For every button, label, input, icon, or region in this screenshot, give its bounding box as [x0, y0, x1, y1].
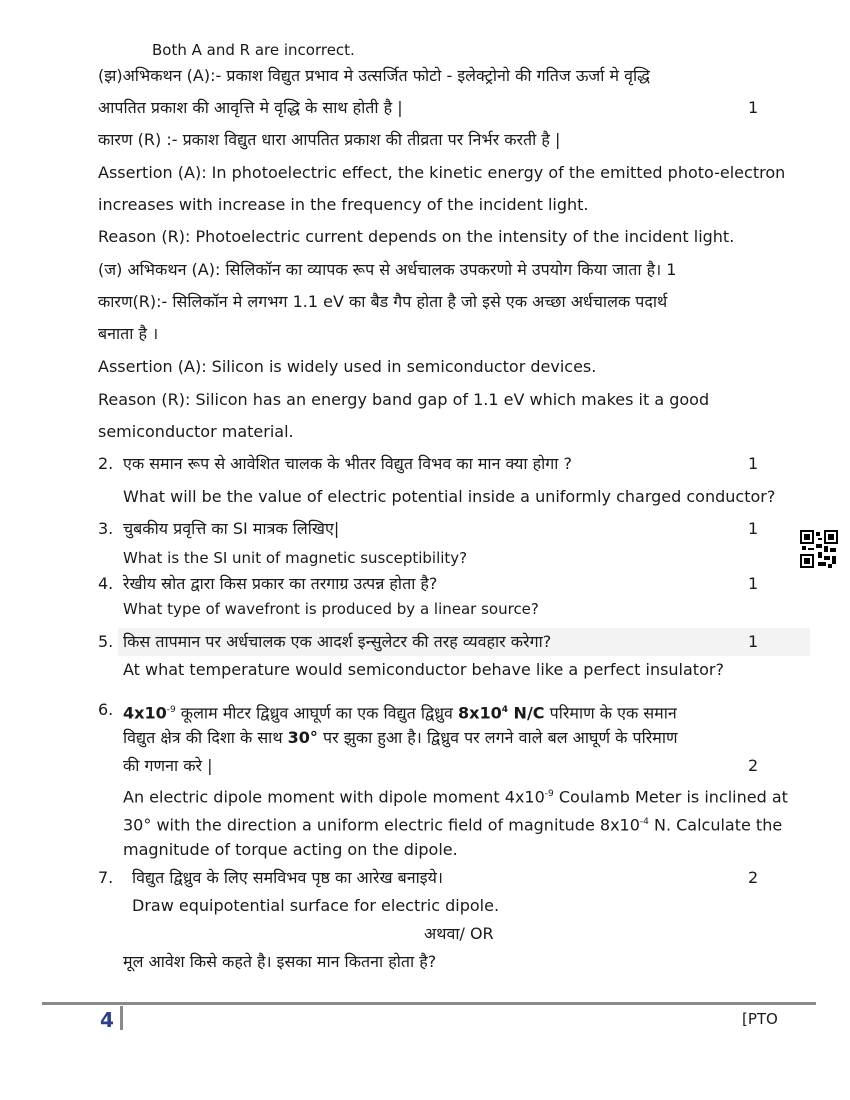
question-english: Draw equipotential surface for electric dipole. — [132, 896, 500, 915]
text-line: (ज) अभिकथन (A): सिलिकॉन का व्यापक रूप से अर्धचालक उपकरणो मे उपयोग किया जाता है। 1 — [98, 260, 677, 279]
text-span: N. Calculate the — [648, 815, 783, 835]
text-line: बनाता है । — [98, 324, 159, 343]
text-line: increases with increase in the frequency of the incident light. — [98, 195, 589, 214]
text-span: An electric dipole moment with dipole moment 4x10 — [123, 787, 545, 807]
question-number: 6. — [98, 700, 114, 719]
question-hindi — [123, 728, 678, 748]
text-line: Both A and R are incorrect. — [152, 41, 355, 59]
text-line: Reason (R): Silicon has an energy band gap of 1.1 eV which makes it a good — [98, 390, 710, 409]
marks: 1 — [748, 98, 759, 117]
exponent: 4 — [501, 705, 508, 715]
text-span: परिमाण के एक समान — [544, 703, 677, 723]
pto-label: [PTO — [742, 1010, 778, 1028]
text-line: कारण (R) :- प्रकाश विद्युत धारा आपतित प्रकाश की तीव्रता पर निर्भर करती है | — [98, 130, 561, 149]
text-span: कूलाम मीटर द्विध्रुव आघूर्ण का एक विद्युत द्विध्रुव — [175, 703, 458, 723]
text-line: Assertion (A): Silicon is widely used in semiconductor devices. — [98, 357, 597, 376]
field-unit: N/C — [507, 703, 545, 723]
question-number: 7. — [98, 868, 114, 887]
marks: 2 — [748, 756, 759, 775]
angle-value: 30° — [287, 728, 318, 747]
text-line: आपतित प्रकाश की आवृत्ति मे वृद्धि के साथ होती है | — [98, 98, 403, 117]
text-line: Reason (R): Photoelectric current depends on the intensity of the incident light. — [98, 227, 735, 246]
question-number: 3. — [98, 519, 114, 538]
question-english — [123, 812, 782, 835]
footer-divider — [120, 1006, 123, 1030]
question-hindi: मूल आवेश किसे कहते है। इसका मान कितना होता है? — [123, 952, 437, 971]
page-number: 4 — [100, 1008, 114, 1032]
dipole-value: 4x10 — [123, 703, 167, 723]
or-separator: अथवा/ OR — [424, 924, 494, 943]
text-line: Assertion (A): In photoelectric effect, the kinetic energy of the emitted photo-electron — [98, 163, 786, 182]
qr-code — [800, 530, 838, 568]
marks: 1 — [748, 574, 759, 593]
marks: 1 — [748, 454, 759, 473]
text-line: semiconductor material. — [98, 422, 294, 441]
question-number: 4. — [98, 574, 114, 593]
marks: 2 — [748, 868, 759, 887]
question-english: At what temperature would semiconductor behave like a perfect insulator? — [123, 660, 724, 679]
exponent: -9 — [166, 705, 176, 715]
question-hindi: किस तापमान पर अर्धचालक एक आदर्श इन्सुलेटर की तरह व्यवहार करेगा? — [123, 632, 552, 651]
text-span: 30° with the direction a uniform electric field of magnitude 8x10 — [123, 815, 640, 835]
text-span: Coulamb Meter is inclined at — [553, 787, 788, 807]
question-hindi — [123, 700, 677, 723]
question-number: 2. — [98, 454, 114, 473]
question-english: magnitude of torque acting on the dipole. — [123, 840, 458, 859]
question-number: 5. — [98, 632, 114, 651]
marks: 1 — [748, 519, 759, 538]
text-line: (झ)अभिकथन (A):- प्रकाश विद्युत प्रभाव मे उत्सर्जित फोटो - इलेक्ट्रोनो की गतिज ऊर्जा मे वृद्धि — [98, 66, 650, 85]
text-span: पर झुका हुआ है। द्विध्रुव पर लगने वाले बल आघूर्ण के परिमाण — [317, 728, 678, 747]
question-english: What type of wavefront is produced by a linear source? — [123, 600, 539, 618]
question-english: What is the SI unit of magnetic susceptibility? — [123, 549, 468, 567]
question-english: What will be the value of electric potential inside a uniformly charged conductor? — [123, 487, 776, 506]
question-hindi: की गणना करे | — [123, 756, 213, 775]
exponent: -4 — [639, 817, 649, 827]
footer-rule — [42, 1002, 816, 1005]
text-span: विद्युत क्षेत्र की दिशा के साथ — [123, 728, 288, 747]
question-hindi: विद्युत द्विध्रुव के लिए समविभव पृष्ठ का आरेख बनाइये। — [132, 868, 443, 887]
text-line: कारण(R):- सिलिकॉन मे लगभग 1.1 eV का बैड गैप होता है जो इसे एक अच्छा अर्धचालक पदार्थ — [98, 292, 668, 311]
marks: 1 — [748, 632, 759, 651]
field-value: 8x10 — [458, 703, 502, 723]
question-english — [123, 784, 788, 807]
exponent: -9 — [544, 789, 554, 799]
question-hindi: चुबकीय प्रवृत्ति का SI मात्रक लिखिए| — [123, 519, 340, 538]
question-hindi: रेखीय स्रोत द्वारा किस प्रकार का तरगाग्र उत्पन्न होता है? — [123, 574, 438, 593]
question-hindi: एक समान रूप से आवेशित चालक के भीतर विद्युत विभव का मान क्या होगा ? — [123, 454, 572, 473]
